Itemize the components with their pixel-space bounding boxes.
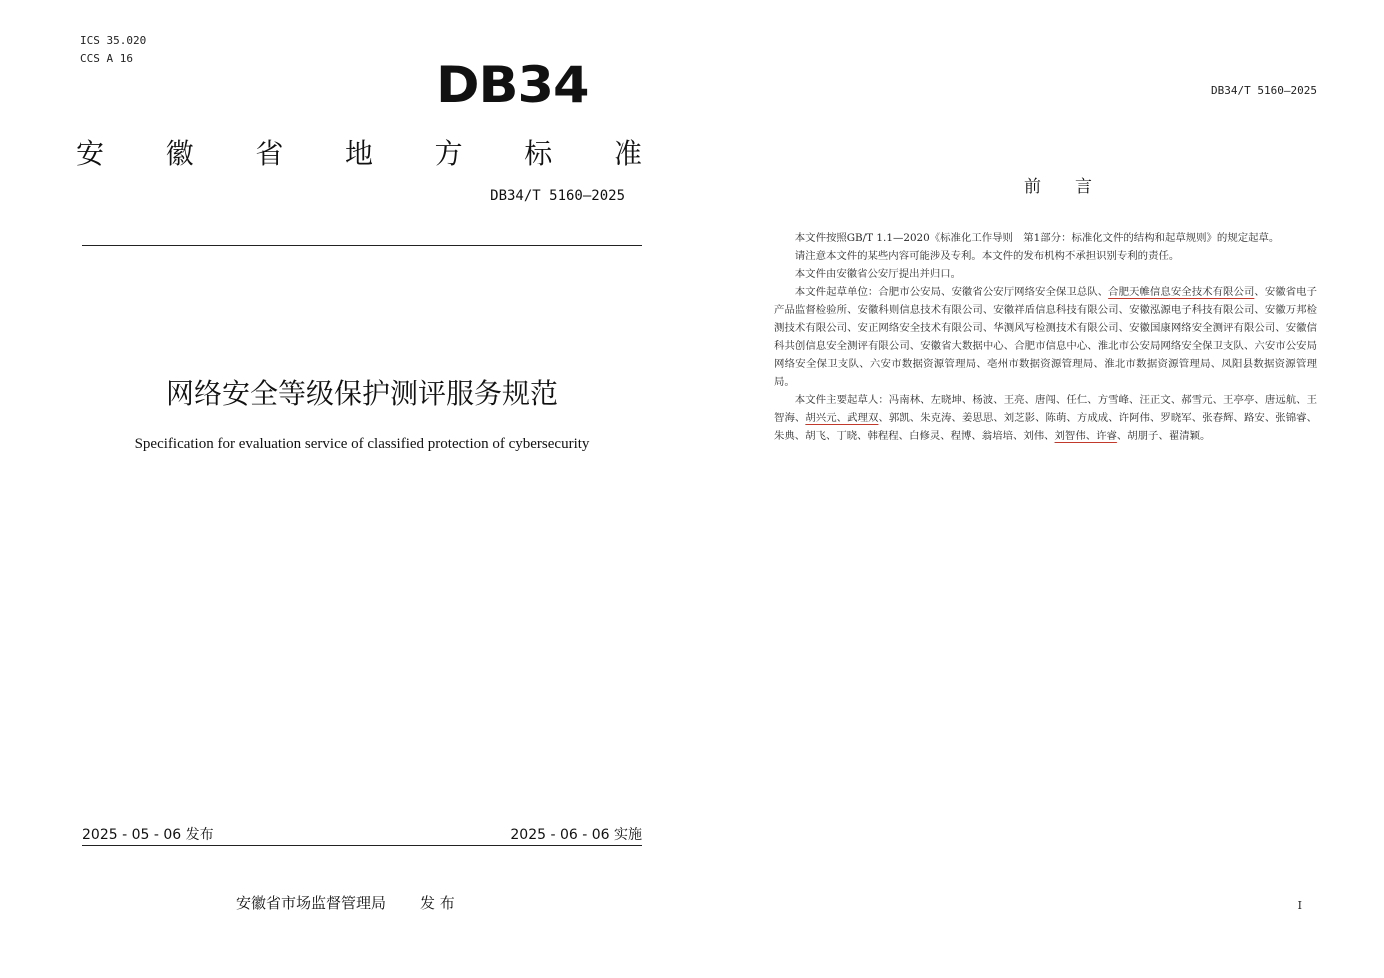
ccs-code: CCS A 16 xyxy=(80,52,133,65)
doc-type-char: 省 xyxy=(255,137,284,170)
underlined-unit: 合肥天帷信息安全技术有限公司 xyxy=(1108,286,1255,298)
paragraph-drafters xyxy=(774,391,1317,445)
doc-type-char: 标 xyxy=(524,137,553,170)
text-run: 、胡朋子、翟清颖。 xyxy=(1116,430,1211,442)
paragraph-proposer: 本文件由安徽省公安厅提出并归口。 xyxy=(794,268,962,280)
header-standard-number: DB34/T 5160—2025 xyxy=(1211,84,1317,97)
standard-number: DB34/T 5160—2025 xyxy=(490,188,625,204)
db34-logo: DB34 xyxy=(436,56,589,114)
title-english: Specification for evaluation service of classified protection of cybersecurity xyxy=(134,436,590,452)
bottom-divider xyxy=(82,845,642,846)
doc-type-char: 安 xyxy=(76,137,105,170)
text-run: 本文件主要起草人：冯南林、左晓坤、杨波、王亮、唐闯、任仁、方雪峰、汪正文、郝雪元、王亭亭、唐远航、王智海、 xyxy=(774,394,1317,424)
issuer-line xyxy=(236,892,455,913)
text-run: 、安徽省电子产品监督检验所、安徽科则信息技术有限公司、安徽祥盾信息科技有限公司、安徽泓源电子科技有限公司、安徽万邦检测技术有限公司、安正网络安全技术有限公司、华测风写检测技术有限公司、安徽国康网络安全测评有限公司、安徽信科共创信息安全测评有限公司、安徽省大数据中心、合肥市信息中心、淮北市公安局网络安全保卫支队、六安市公安局网络安全保卫支队、六安市数据资源管理局、亳州市数据资源管理局、淮北市数据资源管理局、凤阳县数据资源管理局。 xyxy=(774,286,1318,388)
foreword-heading: 前 言 xyxy=(1024,177,1092,197)
foreword-body xyxy=(774,229,1317,445)
title-chinese: 网络安全等级保护测评服务规范 xyxy=(165,377,558,410)
doc-type-char: 准 xyxy=(613,137,642,170)
issue-label: 发 布 xyxy=(420,894,455,912)
implement-date: 2025 - 06 - 06 实施 xyxy=(510,827,642,843)
paragraph-standard-basis: 本文件按照GB/T 1.1—2020《标准化工作导则 第1部分：标准化文件的结构和起草规则》的规定起草。 xyxy=(794,232,1280,244)
paragraph-patent-notice: 请注意本文件的某些内容可能涉及专利。本文件的发布机构不承担识别专利的责任。 xyxy=(794,250,1180,262)
ics-code: ICS 35.020 xyxy=(80,34,147,47)
document-type-heading xyxy=(76,132,642,172)
underlined-names: 胡兴元、武理双 xyxy=(805,412,879,424)
underlined-names: 刘智伟、许睿 xyxy=(1054,430,1117,442)
issuer-name: 安徽省市场监督管理局 xyxy=(236,894,387,912)
foreword-page xyxy=(692,0,1384,978)
page-number: I xyxy=(1297,899,1302,912)
paragraph-drafting-units xyxy=(774,283,1317,391)
publish-date: 2025 - 05 - 06 发布 xyxy=(82,827,214,843)
doc-type-char: 地 xyxy=(344,137,373,170)
doc-type-char: 徽 xyxy=(165,137,194,170)
text-run: 、郭凯、朱克涛、姜思思、刘芝影、陈萌、方成成、许阿伟、罗晓军、张春辉、路安、张锦睿、朱典、胡飞、丁晓、韩程程、白修灵、程博、翁培培、刘伟、 xyxy=(774,412,1318,442)
doc-type-char: 方 xyxy=(434,137,463,170)
text-run: 本文件起草单位：合肥市公安局、安徽省公安厅网络安全保卫总队、 xyxy=(794,286,1109,298)
top-divider xyxy=(82,245,642,246)
